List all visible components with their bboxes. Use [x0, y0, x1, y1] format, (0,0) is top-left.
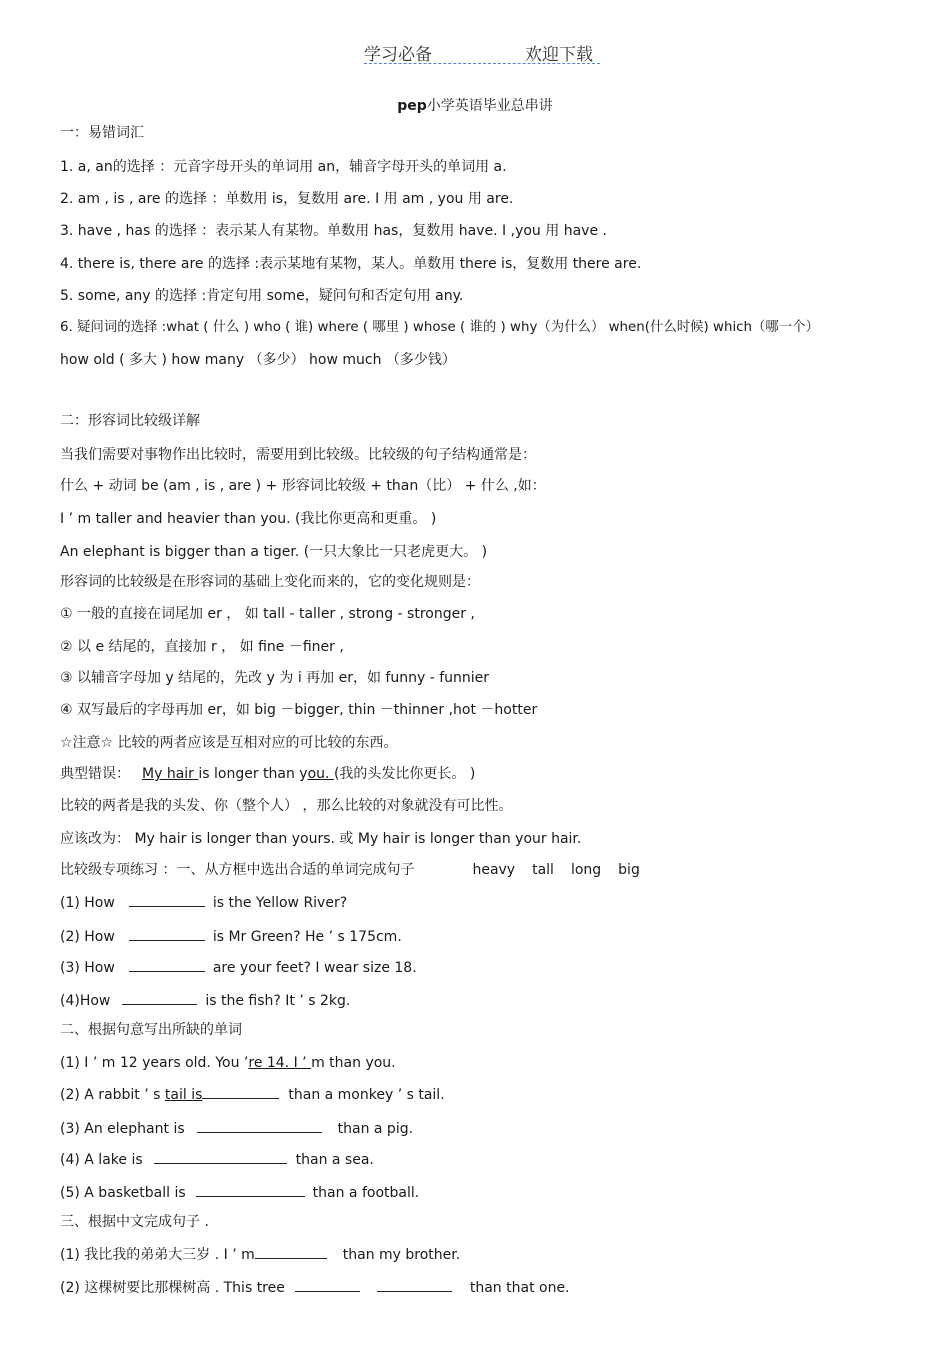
exercise-suffix: is the fish? It ’ s 2kg. [205, 993, 351, 1009]
answer-blank[interactable] [197, 1120, 322, 1133]
rule-item: ④ 双写最后的字母再加 er，如 big －bigger, thin －thinner ,hot －hotter [60, 702, 538, 718]
answer-blank[interactable] [122, 992, 197, 1005]
exercise-line [60, 1184, 419, 1202]
typical-underline-1: My hair [142, 766, 199, 782]
word-box-item: tall [532, 862, 554, 878]
typical-error-line [60, 765, 475, 783]
answer-blank[interactable] [202, 1086, 279, 1099]
page-title [0, 95, 950, 115]
exercise-suffix: are your feet? I wear size 18. [212, 960, 417, 976]
vocab-item: 2. am , is , are 的选择 ：单数用 is，复数用 are. I 用 am , you 用 are. [60, 191, 514, 207]
word-box-item: big [618, 862, 640, 878]
exercise-text: (2) A rabbit ’ s [60, 1087, 165, 1103]
text-line: 形容词的比较级是在形容词的基础上变化而来的，它的变化规则是： [60, 574, 480, 590]
exercise-text: than a football. [312, 1185, 420, 1201]
vocab-item: 3. have , has 的选择 ：表示某人有某物。单数用 has，复数用 have. I ,you 用 have . [60, 223, 607, 239]
ex3-title: 三、根据中文完成句子 . [60, 1214, 209, 1230]
rule-item: ① 一般的直接在词尾加 er ， 如 tall - taller , strong - stronger , [60, 606, 475, 622]
header-left: 学习必备 [364, 45, 432, 65]
text-line: 什么 + 动词 be (am , is , are ) + 形容词比较级 + than（比） + 什么 ,如： [60, 478, 546, 494]
exercise-line [60, 1054, 396, 1072]
vocab-item: 4. there is, there are 的选择 :表示某地有某物，某人。单数用 there is，复数用 there are. [60, 256, 642, 272]
ex2-title: 二、根据句意写出所缺的单词 [60, 1022, 242, 1038]
answer-blank[interactable] [154, 1151, 287, 1164]
exercise-text: than that one. [469, 1280, 570, 1296]
exercise-text: (1) I ’ m 12 years old. You ’ [60, 1055, 249, 1071]
exercise-prefix: (2) How [60, 929, 115, 945]
header-right: 欢迎下载 [525, 45, 593, 65]
answer-blank[interactable] [129, 928, 205, 941]
answer-blank[interactable] [129, 959, 205, 972]
exercise-text: than a sea. [295, 1152, 374, 1168]
vocab-item: 6. 疑问词的选择 :what ( 什么 ) who ( 谁) where ( 哪里 ) whose ( 谁的 ) why（为什么） when(什么时候) which（哪一个） [60, 320, 819, 335]
exercise-text: than a monkey ’ s tail. [288, 1087, 445, 1103]
answer-blank[interactable] [129, 894, 205, 907]
vocab-item: 5. some, any 的选择 :肯定句用 some，疑问句和否定句用 any. [60, 288, 464, 304]
vocab-item: 1. a, an的选择 ：元音字母开头的单词用 an，辅音字母开头的单词用 a. [60, 159, 507, 175]
note-line: ☆注意☆ 比较的两者应该是互相对应的可比较的东西。 [60, 735, 398, 751]
exercise-text: (1) 我比我的弟弟大三岁 . I ’ m [60, 1247, 255, 1263]
exercise-text: (2) 这棵树要比那棵树高 . This tree [60, 1280, 285, 1296]
typical-mid: is longer than y [198, 766, 308, 782]
text-line: 当我们需要对事物作出比较时，需要用到比较级。比较级的句子结构通常是： [60, 447, 536, 463]
exercise-text: (5) A basketball is [60, 1185, 186, 1201]
rule-item: ② 以 e 结尾的，直接加 r ， 如 fine －finer , [60, 639, 344, 655]
practice-title-text: 比较级专项练习 ：一、从方框中选出合适的单词完成句子 [60, 862, 415, 878]
exercise-underlined: tail is [164, 1087, 203, 1103]
text-line: I ’ m taller and heavier than you. (我比你更高和更重。 ) [60, 511, 437, 527]
exercise-line [60, 1151, 374, 1169]
exercise-suffix: is the Yellow River? [212, 895, 348, 911]
section2-heading: 二：形容词比较级详解 [60, 413, 200, 429]
exercise-line [60, 894, 347, 912]
answer-blank[interactable] [377, 1279, 452, 1292]
text-line: 比较的两者是我的头发、你（整个人） ，那么比较的对象就没有可比性。 [60, 798, 513, 814]
exercise-text: m than you. [311, 1055, 396, 1071]
answer-blank[interactable] [295, 1279, 360, 1292]
word-box-item: long [570, 862, 602, 878]
exercise-line [60, 959, 417, 977]
exercise-line [60, 1120, 413, 1138]
exercise-prefix: (4)How [60, 993, 111, 1009]
word-box-item: heavy [472, 862, 516, 878]
exercise-text: than my brother. [342, 1247, 461, 1263]
header-dashed-underline [364, 63, 600, 64]
exercise-suffix: is Mr Green? He ’ s 175cm. [212, 929, 402, 945]
exercise-prefix: (1) How [60, 895, 115, 911]
exercise-line [60, 1086, 445, 1104]
text-line: 应该改为： My hair is longer than yours. 或 My hair is longer than your hair. [60, 831, 582, 847]
rule-item: ③ 以辅音字母加 y 结尾的，先改 y 为 i 再加 er，如 funny - funnier [60, 670, 490, 686]
exercise-line [60, 1279, 570, 1297]
typical-underline-2: ou. [307, 766, 334, 782]
exercise-text: (4) A lake is [60, 1152, 143, 1168]
exercise-line [60, 992, 350, 1010]
title-rest: 小学英语毕业总串讲 [426, 98, 553, 114]
typical-label: 典型错误： [60, 766, 130, 782]
title-bold: pep [397, 98, 427, 114]
exercise-line [60, 928, 402, 946]
exercise-text: than a pig. [337, 1121, 414, 1137]
section1-heading: 一：易错词汇 [60, 125, 144, 141]
typical-tail: (我的头发比你更长。 ) [333, 766, 476, 782]
text-line: An elephant is bigger than a tiger. (一只大象比一只老虎更大。 ) [60, 544, 488, 560]
answer-blank[interactable] [255, 1246, 327, 1259]
exercise-underlined: re 14. I ’ [248, 1055, 312, 1071]
exercise-line [60, 1246, 460, 1264]
answer-blank[interactable] [196, 1184, 305, 1197]
vocab-item: how old ( 多大 ) how many （多少） how much （多少钱） [60, 352, 456, 368]
practice-title [60, 861, 640, 879]
exercise-prefix: (3) How [60, 960, 115, 976]
exercise-text: (3) An elephant is [60, 1121, 185, 1137]
